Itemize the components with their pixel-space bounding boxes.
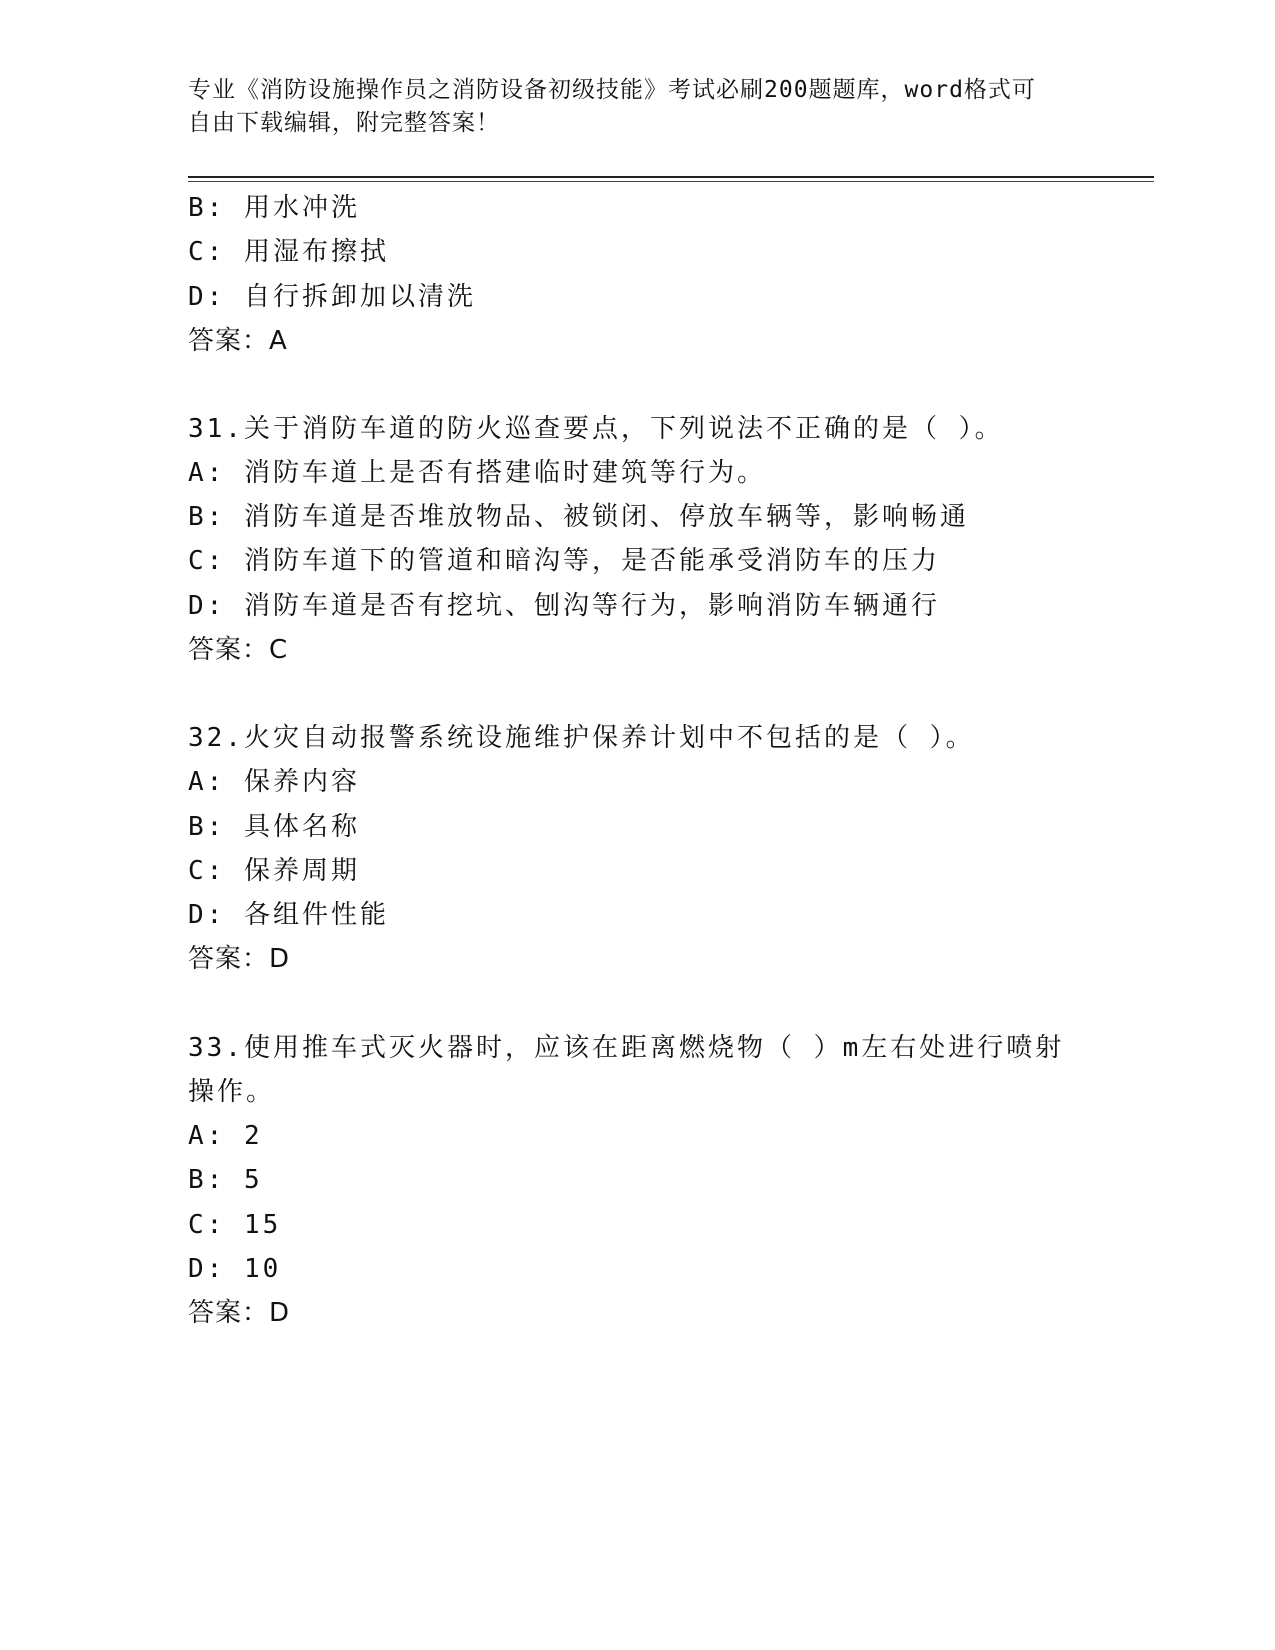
question-33-stem-line-1: 33.使用推车式灭火器时，应该在距离燃烧物（ ）m左右处进行喷射: [188, 1033, 1065, 1063]
question-33-stem-line-2: 操作。: [188, 1077, 276, 1107]
prev-answer: 答案：A: [188, 326, 288, 356]
question-33-answer: 答案：D: [188, 1298, 291, 1328]
prev-option-b: B: 用水冲洗: [188, 193, 360, 223]
question-33-option-b: B: 5: [188, 1165, 263, 1195]
question-33-option-c: C: 15: [188, 1210, 282, 1240]
prev-option-c: C: 用湿布擦拭: [188, 237, 389, 267]
header-line-2: 自由下载编辑，附完整答案！: [188, 110, 500, 136]
question-31-option-c: C: 消防车道下的管道和暗沟等，是否能承受消防车的压力: [188, 546, 940, 576]
header-divider-thick: [188, 176, 1154, 178]
question-32-answer: 答案：D: [188, 944, 291, 974]
question-31-option-b: B: 消防车道是否堆放物品、被锁闭、停放车辆等，影响畅通: [188, 502, 969, 532]
question-31-option-d: D: 消防车道是否有挖坑、刨沟等行为，影响消防车辆通行: [188, 591, 940, 621]
question-32-option-c: C: 保养周期: [188, 856, 360, 886]
question-32-option-a: A: 保养内容: [188, 767, 360, 797]
question-32-option-d: D: 各组件性能: [188, 900, 389, 930]
header-line-1: 专业《消防设施操作员之消防设备初级技能》考试必刷200题题库，word格式可: [188, 77, 1036, 103]
question-31-answer: 答案：C: [188, 635, 289, 665]
question-31-option-a: A: 消防车道上是否有搭建临时建筑等行为。: [188, 458, 766, 488]
document-header: [188, 74, 1068, 140]
prev-option-d: D: 自行拆卸加以清洗: [188, 282, 476, 312]
question-32-stem: 32.火灾自动报警系统设施维护保养计划中不包括的是（ ）。: [188, 723, 975, 753]
header-divider-thin: [188, 181, 1154, 182]
question-33-option-d: D: 10: [188, 1254, 282, 1284]
question-32-option-b: B: 具体名称: [188, 812, 360, 842]
question-33-option-a: A: 2: [188, 1121, 263, 1151]
question-31-stem: 31.关于消防车道的防火巡查要点，下列说法不正确的是（ ）。: [188, 414, 1004, 444]
